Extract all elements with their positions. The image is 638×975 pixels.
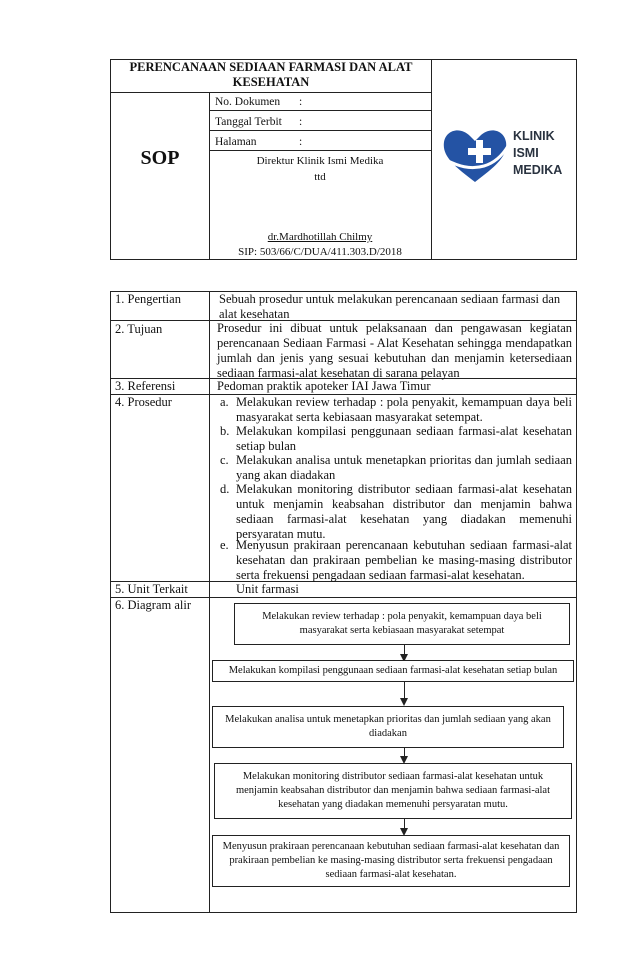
flow-step-3: Melakukan analisa untuk menetapkan prioritas dan jumlah sediaan yang akan diadakan (212, 706, 564, 748)
field-label: Halaman (215, 136, 257, 148)
field-label: No. Dokumen (215, 96, 281, 108)
item-letter: b. (220, 424, 230, 438)
tujuan-text: Prosedur ini dibuat untuk pelaksanaan dan pengawasan kegiatan perencanaan Sediaan Farmasi - Alat Kesehatan sehingga mendapatkan jumlah dan jenis yang sesuai kebutuhan dan menjamin ketersediaan sediaan farmasi-alat kesehatan di sarana pelayan (217, 321, 572, 380)
logo-line-1: KLINIK (513, 129, 555, 143)
field-label: Tanggal Terbit (215, 116, 282, 128)
heart-cross-icon (440, 126, 510, 186)
item-text: Melakukan monitoring distributor sediaan farmasi-alat kesehatan untuk menjamin keabsahan distributor dan menjamin bahwa sediaan farmasi-alat kesehatan yang diadakan memenuhi persyaratan mutu. (236, 482, 572, 541)
referensi-text: Pedoman praktik apoteker IAI Jawa Timur (217, 379, 431, 393)
sop-label: SOP (140, 147, 180, 169)
item-text: Melakukan kompilasi penggunaan sediaan farmasi-alat kesehatan setiap bulan (236, 424, 572, 453)
prosedur-item (220, 395, 572, 425)
prosedur-item (220, 424, 572, 454)
signature-text: ttd (314, 171, 326, 183)
item-text: Melakukan analisa untuk menetapkan prioritas dan jumlah sediaan yang akan diadakan (236, 453, 572, 482)
clinic-logo (440, 126, 570, 186)
flow-step-5: Menyusun prakiraan perencanaan kebutuhan sediaan farmasi-alat kesehatan dan prakiraan pembelian ke masing-masing distributor serta frekuensi pengadaan sediaan farmasi-alat kesehatan. (212, 835, 570, 887)
label-prosedur: 4. Prosedur (115, 395, 172, 409)
label-referensi: 3. Referensi (115, 379, 176, 393)
field-colon: : (299, 96, 303, 108)
item-letter: c. (220, 453, 229, 467)
item-text: Menyusun prakiraan perencanaan kebutuhan sediaan farmasi-alat kesehatan dan prakiraan pembelian ke masing-masing distributor serta frekuensi pengadaan sediaan farmasi-alat kesehatan. (236, 538, 572, 582)
label-pengertian: 1. Pengertian (115, 292, 181, 306)
field-tanggal-terbit (215, 115, 303, 129)
prosedur-item (220, 538, 572, 583)
label-tujuan: 2. Tujuan (115, 322, 163, 336)
label-diagram-alir: 6. Diagram alir (115, 598, 192, 612)
label-unit-terkait: 5. Unit Terkait (115, 582, 188, 596)
unit-text: Unit farmasi (236, 582, 299, 596)
flow-step-2: Melakukan kompilasi penggunaan sediaan farmasi-alat kesehatan setiap bulan (212, 660, 574, 682)
flow-step-1: Melakukan review terhadap : pola penyakit, kemampuan daya beli masyarakat serta kebiasaan masyarakat setempat (234, 603, 570, 645)
field-halaman (215, 135, 303, 149)
prosedur-item (220, 453, 572, 483)
logo-line-3: MEDIKA (513, 163, 563, 177)
item-letter: e. (220, 538, 229, 552)
director-title: Direktur Klinik Ismi Medika (256, 155, 384, 167)
document-title: PERENCANAAN SEDIAAN FARMASI DAN ALAT KESEHATAN (129, 60, 413, 89)
logo-line-2: ISMI (513, 146, 539, 160)
pengertian-line-2: alat kesehatan (219, 307, 290, 321)
arrow-down-icon (400, 698, 408, 706)
item-letter: a. (220, 395, 229, 409)
field-colon: : (299, 116, 303, 128)
sip-number: SIP: 503/66/C/DUA/411.303.D/2018 (238, 246, 402, 258)
signer-name: dr.Mardhotillah Chilmy (267, 231, 373, 243)
item-text: Melakukan review terhadap : pola penyakit, kemampuan daya beli masyarakat serta kebiasaan masyarakat setempat. (236, 395, 572, 424)
prosedur-item (220, 482, 572, 542)
flow-step-4: Melakukan monitoring distributor sediaan farmasi-alat kesehatan untuk menjamin keabsahan distributor dan menjamin bahwa sediaan farmasi-alat kesehatan yang diadakan memenuhi persyaratan mutu. (214, 763, 572, 819)
item-letter: d. (220, 482, 230, 496)
pengertian-line-1: Sebuah prosedur untuk melakukan perencanaan sediaan farmasi dan (219, 292, 561, 306)
field-no-dokumen (215, 95, 303, 109)
field-colon: : (299, 136, 303, 148)
logo-text (513, 128, 562, 179)
